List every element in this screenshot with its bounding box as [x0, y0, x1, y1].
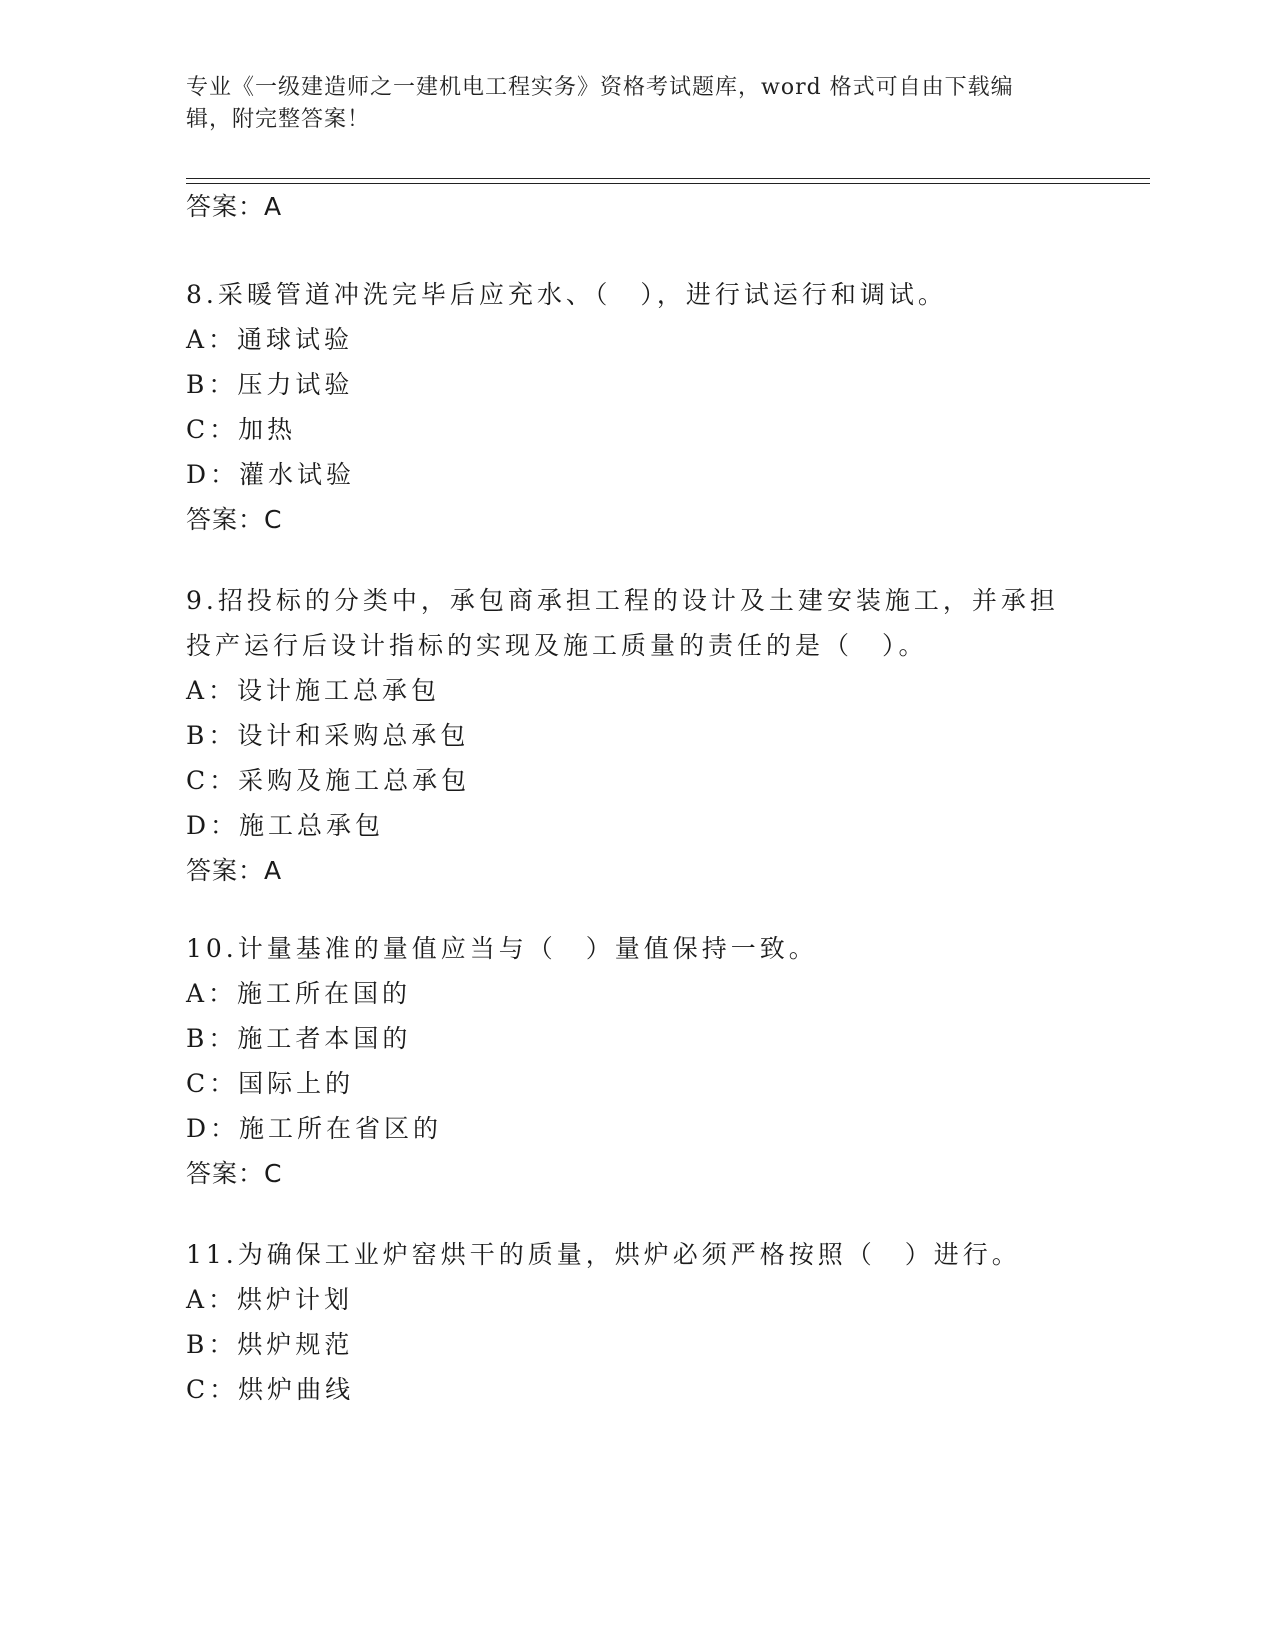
question-stem-line-1: 9.招投标的分类中，承包商承担工程的设计及土建安装施工，并承担 — [186, 586, 1059, 615]
document-header — [186, 72, 1066, 136]
option-c: C：烘炉曲线 — [186, 1375, 355, 1404]
option-b: B：施工者本国的 — [186, 1024, 412, 1053]
previous-answer-block — [186, 184, 1086, 229]
option-a: A：通球试验 — [186, 325, 354, 354]
option-d: D：施工总承包 — [186, 811, 385, 840]
answer-text: 答案：C — [186, 1159, 283, 1188]
option-c: C：国际上的 — [186, 1069, 355, 1098]
option-a: A：设计施工总承包 — [186, 676, 441, 705]
option-d: D：施工所在省区的 — [186, 1114, 443, 1143]
header-line-1: 专业《一级建造师之一建机电工程实务》资格考试题库，word 格式可自由下载编 — [186, 75, 1014, 100]
option-b: B：压力试验 — [186, 370, 354, 399]
question-stem-line-2: 投产运行后设计指标的实现及施工质量的责任的是（ ）。 — [186, 631, 928, 660]
answer-text: 答案：A — [186, 856, 283, 885]
option-c: C：加热 — [186, 415, 297, 444]
header-line-2: 辑，附完整答案！ — [186, 107, 371, 132]
option-c: C：采购及施工总承包 — [186, 766, 471, 795]
header-divider-top — [186, 178, 1150, 179]
answer-text: 答案：A — [186, 192, 283, 221]
option-a: A：施工所在国的 — [186, 979, 412, 1008]
option-b: B：烘炉规范 — [186, 1330, 354, 1359]
question-11 — [186, 1232, 1086, 1412]
question-stem: 10.计量基准的量值应当与（ ）量值保持一致。 — [186, 934, 818, 963]
option-d: D：灌水试验 — [186, 460, 356, 489]
question-8 — [186, 272, 1086, 542]
question-stem: 11.为确保工业炉窑烘干的质量，烘炉必须严格按照（ ）进行。 — [186, 1240, 1021, 1269]
option-b: B：设计和采购总承包 — [186, 721, 470, 750]
question-stem: 8.采暖管道冲洗完毕后应充水、（ ），进行试运行和调试。 — [186, 280, 947, 309]
answer-text: 答案：C — [186, 505, 283, 534]
question-10 — [186, 926, 1086, 1196]
question-9 — [186, 578, 1086, 893]
option-a: A：烘炉计划 — [186, 1285, 354, 1314]
